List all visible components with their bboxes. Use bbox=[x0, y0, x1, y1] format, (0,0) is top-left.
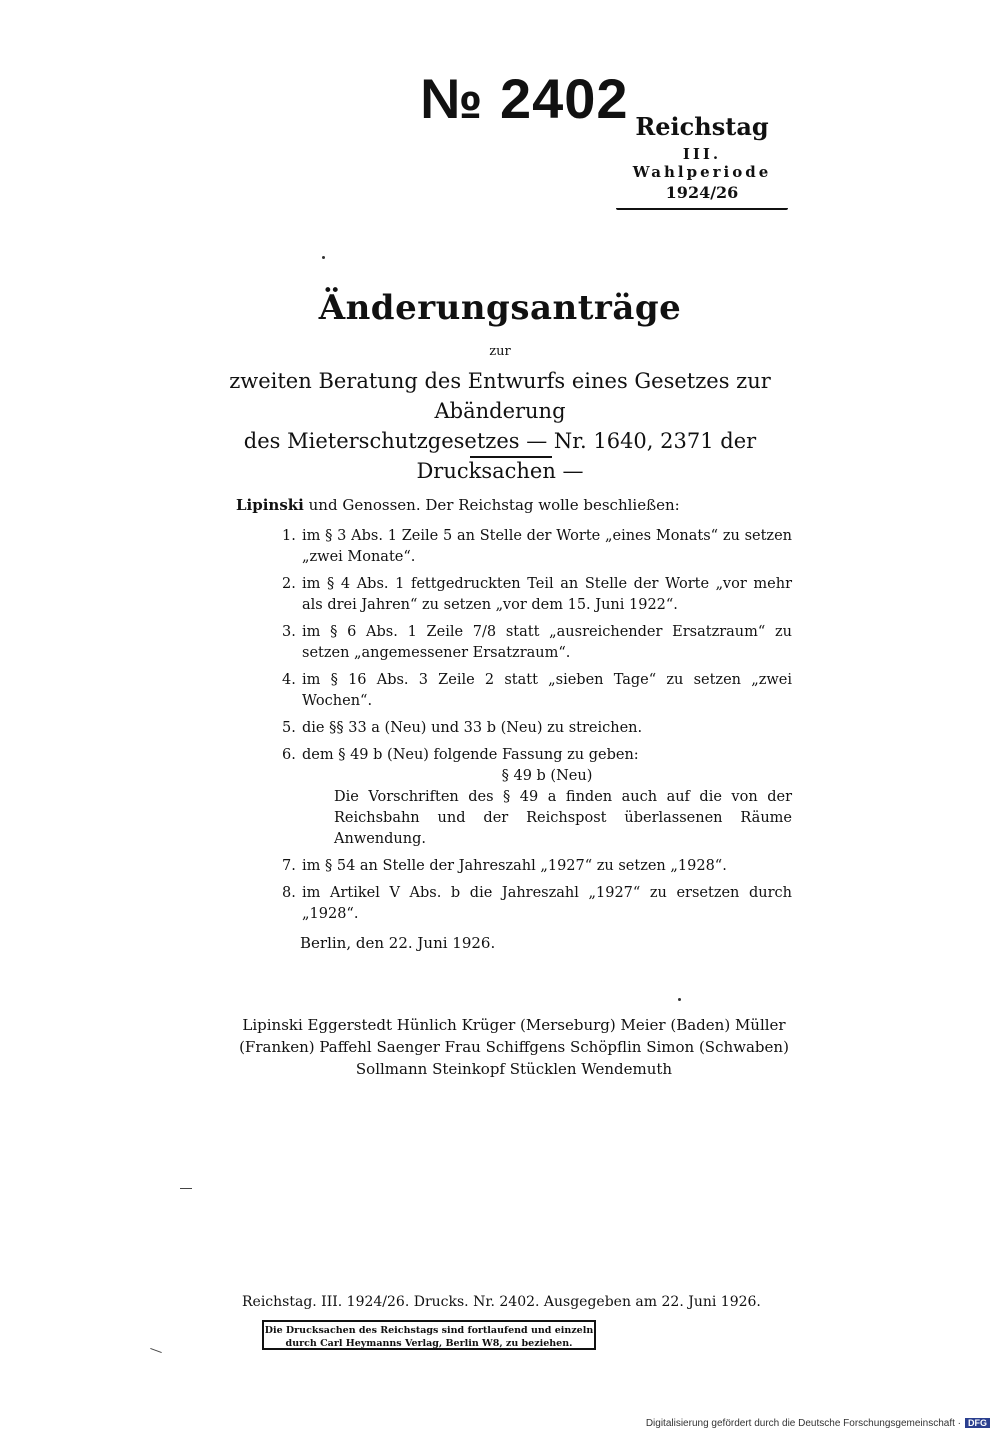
item-number: 7. bbox=[282, 858, 296, 874]
list-item bbox=[282, 856, 792, 877]
document-number: № 2402 bbox=[420, 67, 629, 130]
list-item bbox=[282, 883, 792, 925]
credit-text: Digitalisierung gefördert durch die Deutsche Forschungsgemeinschaft · bbox=[645, 1418, 961, 1429]
item-number: 5. bbox=[282, 720, 296, 736]
signatories-line-1: Lipinski Eggerstedt Hünlich Krüger (Merseburg) Meier (Baden) Müller bbox=[242, 1016, 786, 1034]
item-text: im Artikel V Abs. b die Jahreszahl „1927“ zu ersetzen durch „1928“. bbox=[302, 885, 792, 922]
motion-intro bbox=[236, 496, 680, 514]
list-item bbox=[282, 622, 792, 664]
signatories-line-3: Sollmann Steinkopf Stücklen Wendemuth bbox=[355, 1060, 673, 1078]
list-item bbox=[282, 574, 792, 616]
header-underline bbox=[616, 208, 788, 210]
signatories-line-2: (Franken) Paffehl Saenger Frau Schiffgens Schöpflin Simon (Schwaben) bbox=[239, 1038, 789, 1056]
period-years: 1924/26 bbox=[665, 183, 739, 202]
item-number: 8. bbox=[282, 885, 296, 901]
item-text: die §§ 33 a (Neu) und 33 b (Neu) zu streichen. bbox=[302, 720, 643, 736]
item-text: im § 16 Abs. 3 Zeile 2 statt „sieben Tage“ zu setzen „zwei Wochen“. bbox=[302, 672, 792, 709]
list-item bbox=[282, 670, 792, 712]
list-item bbox=[282, 718, 792, 739]
margin-mark bbox=[150, 1348, 162, 1353]
item-text: im § 6 Abs. 1 Zeile 7/8 statt „ausreichender Ersatzraum“ zu setzen „angemessener Ersatzraum“. bbox=[302, 624, 792, 661]
margin-mark bbox=[180, 1188, 192, 1189]
item-number: 1. bbox=[282, 528, 296, 544]
item-text: im § 4 Abs. 1 fettgedruckten Teil an Stelle der Worte „vor mehr als drei Jahren“ zu setzen „vor dem 15. Juni 1922“. bbox=[302, 576, 792, 613]
signatories bbox=[236, 1014, 792, 1080]
item-text: im § 3 Abs. 1 Zeile 5 an Stelle der Worte „eines Monats“ zu setzen „zwei Monate“. bbox=[302, 528, 792, 565]
title-rule bbox=[470, 456, 552, 458]
intro-text: und Genossen. Der Reichstag wolle beschließen: bbox=[303, 496, 680, 514]
place-date: Berlin, den 22. Juni 1926. bbox=[300, 934, 496, 952]
quoted-section-body: Die Vorschriften des § 49 a finden auch auf die von der Reichsbahn und der Reichspost überlassenen Räume Anwendung. bbox=[334, 789, 792, 847]
speck-mark bbox=[678, 998, 681, 1001]
publisher-notice-line-1: Die Drucksachen des Reichstags sind fortlaufend und einzeln bbox=[264, 1325, 594, 1336]
item-number: 3. bbox=[282, 624, 296, 640]
amendment-list bbox=[282, 526, 792, 931]
dfg-logo: DFG bbox=[965, 1418, 990, 1428]
speck-mark bbox=[322, 256, 325, 259]
subtitle-line-1: zweiten Beratung des Entwurfs eines Gesetzes zur Abänderung bbox=[229, 369, 771, 423]
subtitle-line-2: des Mieterschutzgesetzes — Nr. 1640, 2371 der Drucksachen — bbox=[243, 429, 757, 483]
print-footer: Reichstag. III. 1924/26. Drucks. Nr. 2402. Ausgegeben am 22. Juni 1926. bbox=[242, 1294, 761, 1310]
item-number: 4. bbox=[282, 672, 296, 688]
publisher-notice-line-2: durch Carl Heymanns Verlag, Berlin W8, zu beziehen. bbox=[285, 1338, 573, 1349]
proposer-name: Lipinski bbox=[236, 496, 304, 514]
title-connector: zur bbox=[489, 344, 511, 359]
list-item bbox=[282, 526, 792, 568]
quoted-section-heading: § 49 b (Neu) bbox=[501, 768, 593, 784]
publisher-notice bbox=[262, 1320, 596, 1350]
item-number: 6. bbox=[282, 747, 296, 763]
document-subtitle bbox=[200, 366, 800, 486]
reichstag-title: Reichstag bbox=[635, 112, 769, 141]
list-item bbox=[282, 745, 792, 850]
item-text: dem § 49 b (Neu) folgende Fassung zu geben: bbox=[302, 747, 639, 763]
item-number: 2. bbox=[282, 576, 296, 592]
digitization-credit bbox=[646, 1418, 990, 1429]
reichstag-header bbox=[612, 112, 792, 210]
document-title: Änderungsanträge bbox=[318, 288, 682, 328]
item-text: im § 54 an Stelle der Jahreszahl „1927“ zu setzen „1928“. bbox=[302, 858, 727, 874]
wahlperiode: III. Wahlperiode bbox=[632, 145, 772, 181]
